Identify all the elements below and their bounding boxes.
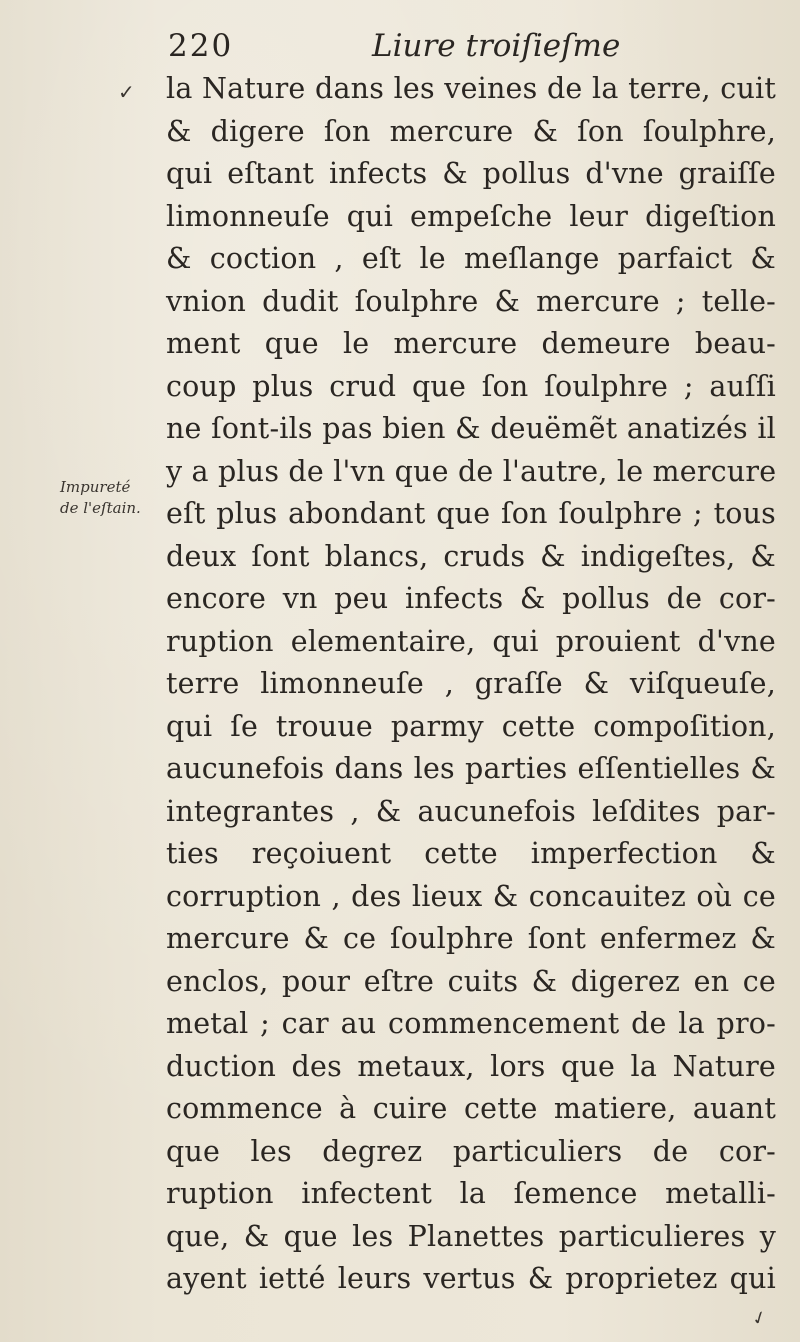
text-line: & coction , eſt le meſlange parfaict &: [166, 242, 776, 275]
text-line: que les degrez particuliers de cor-: [166, 1134, 776, 1168]
text-line: ruption infectent la ſemence metalli-: [166, 1177, 776, 1210]
text-line: commence à cuire cette matiere, auant: [166, 1092, 776, 1125]
text-line: enclos, pour eſtre cuits & digerez en ce: [166, 964, 776, 998]
text-line: ayent ietté leurs vertus & proprietez qui: [166, 1262, 776, 1295]
text-line: encore vn peu infects & pollus de cor-: [166, 582, 776, 615]
text-line: la Nature dans les veines de la terre, cuit: [166, 72, 776, 105]
text-line: ne ſont-ils pas bien & deuëmẽt anatizés il: [166, 412, 776, 445]
margin-note-line: Impureté: [60, 478, 131, 496]
margin-note-line: de l'eſtain.: [60, 499, 141, 517]
text-line: qui eſtant infects & pollus d'vne graiſſe: [166, 157, 776, 190]
text-line: qui ſe trouue parmy cette compoſition,: [166, 709, 776, 743]
text-line: duction des metaux, lors que la Nature: [166, 1049, 776, 1083]
text-line: metal ; car au commencement de la pro-: [166, 1007, 776, 1040]
text-line: aucunefois dans les parties eſſentielles &: [166, 752, 776, 785]
text-line: terre limonneuſe , graſſe & viſqueuſe,: [166, 667, 776, 700]
text-line: que, & que les Planettes particulieres y: [166, 1219, 776, 1253]
body-text: [166, 68, 776, 1301]
text-line: limonneuſe qui empeſche leur digeſtion: [166, 199, 776, 233]
text-line: ruption elementaire, qui prouient d'vne: [166, 624, 776, 658]
text-line: integrantes , & aucunefois leſdites par-: [166, 794, 776, 828]
corner-mark-icon: ✓: [748, 1306, 771, 1331]
text-line: corruption , des lieux & concauitez où ce: [166, 879, 776, 913]
text-line: deux ſont blancs, cruds & indigeſtes, &: [166, 539, 776, 573]
page-header: [160, 28, 680, 72]
text-line: vnion dudit ſoulphre & mercure ; telle-: [166, 284, 776, 318]
printer-mark-icon: ✓: [118, 80, 135, 104]
text-line: eſt plus abondant que ſon ſoulphre ; tous: [166, 497, 776, 530]
text-line: ment que le mercure demeure beau-: [166, 327, 776, 360]
text-line: & digere ſon mercure & ſon ſoulphre,: [166, 114, 776, 148]
running-title: Liure troiſieſme: [372, 28, 621, 64]
text-line: mercure & ce ſoulphre ſont enfermez &: [166, 922, 776, 955]
margin-note: [60, 477, 160, 519]
text-line: y a plus de l'vn que de l'autre, le mercure: [166, 454, 777, 488]
page-number: 220: [168, 28, 234, 64]
text-line: coup plus crud que ſon ſoulphre ; auſſi: [166, 369, 776, 403]
text-line: ties reçoiuent cette imperfection &: [166, 837, 776, 870]
